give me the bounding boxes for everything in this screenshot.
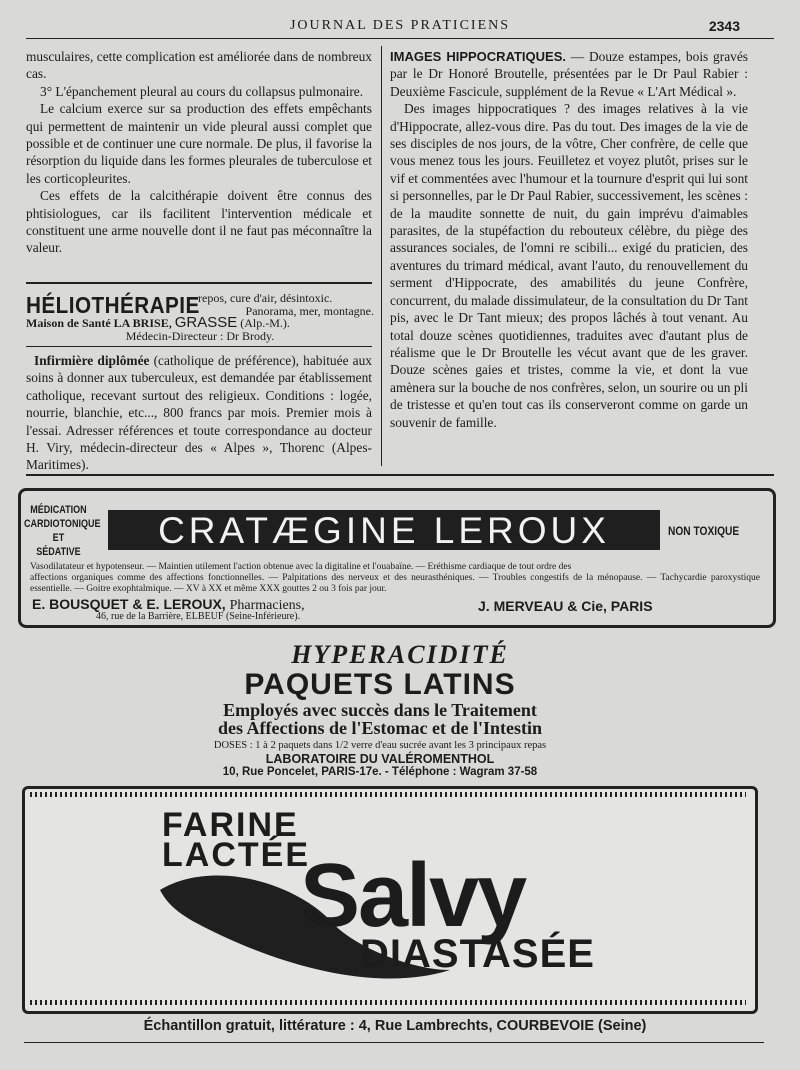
paquets-address: 10, Rue Poncelet, PARIS-17e. - Téléphone : Wagram 37-58: [222, 766, 538, 778]
page-number: 2343: [708, 18, 740, 34]
maker-merveau: [478, 598, 653, 614]
paquets-latins-title: PAQUETS LATINS: [244, 668, 516, 701]
region: (Alp.-M.).: [240, 316, 290, 330]
paquets-line1: Employés avec succès dans le Traitement: [223, 700, 537, 720]
nurse-ad: [26, 352, 372, 474]
section-rule: [26, 282, 372, 284]
helio-line: repos, cure d'air, désintoxic.: [198, 291, 333, 305]
crataegine-description: [30, 562, 760, 595]
top-tick-border: [30, 792, 746, 797]
label-line: MÉDICATION: [30, 504, 87, 516]
nurse-ad-lead: Infirmière diplômée: [34, 353, 150, 368]
maker-address: 46, rue de la Barrière, ELBEUF (Seine-Inférieure).: [96, 611, 301, 622]
paquets-doses: DOSES : 1 à 2 paquets dans 1/2 verre d'eau sucrée avant les 3 principaux repas: [213, 740, 547, 751]
farine-label: FARINE: [162, 806, 299, 844]
maker-role: Pharmaciens,: [229, 598, 305, 613]
journal-title: JOURNAL DES PRATICIENS: [289, 18, 511, 33]
desc-line: Vasodilatateur et hypotenseur. — Maintien utilement l'action obtenue avec la digitaline et l'ouabaïne. — Eréthisme cardiaque de tout ordre des: [30, 562, 572, 572]
lactee-label: LACTÉE: [162, 836, 310, 874]
helio-director: Médecin-Directeur : Dr Brody.: [125, 329, 275, 343]
article-heading: IMAGES HIPPOCRATIQUES.: [390, 49, 566, 64]
paquets-lab: LABORATOIRE DU VALÉROMENTHOL: [265, 752, 495, 766]
city-grasse: GRASSE: [174, 314, 238, 331]
paragraph: Ces effets de la calcithérapie doivent être connus des phtisiologues, car ils facilitent l'intervention médicale et constituent une arme nouvelle dont il ne faut pas méconnaître la valeur.: [26, 188, 372, 256]
hyperacidite-title: HYPERACIDITÉ: [291, 640, 509, 669]
medication-label: [24, 503, 101, 559]
paragraph: musculaires, cette complication est améliorée dans de nombreux cas.: [26, 49, 372, 82]
column-divider: [381, 46, 382, 466]
maker-name: J. MERVEAU & Cie,: [478, 598, 607, 614]
bottom-tick-border: [30, 1000, 746, 1005]
salvy-footer: Échantillon gratuit, littérature : 4, Rue Lambrechts, COURBEVOIE (Seine): [143, 1018, 647, 1034]
section-rule: [26, 346, 372, 347]
non-toxique-label: NON TOXIQUE: [668, 524, 740, 538]
heliotherapie-address: [26, 316, 374, 330]
salvy-brand: Salvy: [300, 846, 526, 946]
left-column-article: [26, 48, 372, 257]
paquets-line2: des Affections de l'Estomac et de l'Intestin: [218, 718, 542, 738]
maison-de-sante: Maison de Santé LA BRISE,: [26, 316, 172, 330]
bottom-rule: [24, 1042, 764, 1043]
label-line: CARDIOTONIQUE: [24, 518, 101, 530]
nurse-ad-text: (catholique de préférence), habituée aux soins à donner aux tuberculeux, est demandée par établissement catholique, recevant surtout des religieux. Conditions : logée, nourrie, blanchie, etc..., 800 francs par mois. Premier mois à l'essai. Adresser références et toute correspondance au docteur H. Viry, médecin-directeur des « Alpes », Thorenc (Alpes-Maritimes).: [26, 353, 372, 473]
heliotherapie-title: HÉLIOTHÉRAPIE: [26, 292, 200, 318]
maker-city: PARIS: [610, 598, 653, 614]
diastasee-label: DIASTASÉE: [360, 932, 595, 976]
paragraph: Le calcium exerce sur sa production des effets empêchants qui permettent de maintenir un vide pleural aussi complet que possible et de continuer une cure normale. De plus, il favorise la résorption du liquide dans les formes pleurales de tuberculose et les corticopleurites.: [26, 101, 372, 186]
label-line: SÉDATIVE: [36, 546, 81, 558]
helio-line: Panorama, mer, montagne.: [245, 304, 374, 318]
section-rule: [26, 474, 774, 476]
paragraph: 3° L'épanchement pleural au cours du collapsus pulmonaire.: [40, 83, 364, 99]
maker-name: E. BOUSQUET & E. LEROUX,: [32, 596, 226, 612]
article-intro: — Douze estampes, bois gravés par le Dr Honoré Broutelle, présentées par le Dr Paul Rabier : Deuxième Fascicule, supplément de la Revue « L'Art Médical ».: [390, 49, 748, 99]
header-rule: [26, 38, 774, 39]
right-column-article: [390, 48, 748, 431]
label-line: ET: [52, 532, 65, 544]
crataegine-brand: CRATÆGINE LEROUX: [108, 510, 660, 550]
article-body: Des images hippocratiques ? des images relatives à la vie d'Hippocrate, allez-vous dire. Pas du tout. Des images de la vie de ses disciples de nos jours, de la vôtre, Cher confrère, de celle que vous menez tous les jours. Feuilletez et voyez plutôt, prises sur le vif et commentées avec l'humour et la tournure d'esprit qui lui sont si personnelles, par le Dr Paul Rabier, successivement, les scènes : de la maudite sonnette de nuit, du gain imprévu d'aimables parasites, de la stupéfaction du rebouteux célèbre, du piège des assurances sociales, de l'omni re scibili... exigé du praticien, des aventures du trimard médical, avant l'auto, du renouvellement du serment d'Hippocrate, des amabilités du jeune Confrère, concurrent, du malade dissimulateur, de la consultation du Dr Tant pis, avec le Dr Tant mieux; des propos lâchés à tout venant. Au total douze scènes quotidiennes, traduites avec d'autant plus de réalisme que le Dr Broutelle les vécut avant que de les graver. Douze scènes gaies et tristes, comme la vie, et dont la vue amènera sur la bouche de nos confrères, selon, un sourire ou un pli de tristesse et qu'en tout cas ils conserveront comme on garde un souvenir de famille.: [390, 101, 748, 430]
desc-line: affections organiques comme des affections fonctionnelles. — Palpitations des nerveux et des neurasthéniques. — Troubles congestifs de la ménopause. — Tachycardie paroxystique essentielle. — Goitre exophtalmique. — XV à XX et même XXX gouttes 2 ou 3 fois par jour.: [30, 573, 760, 594]
